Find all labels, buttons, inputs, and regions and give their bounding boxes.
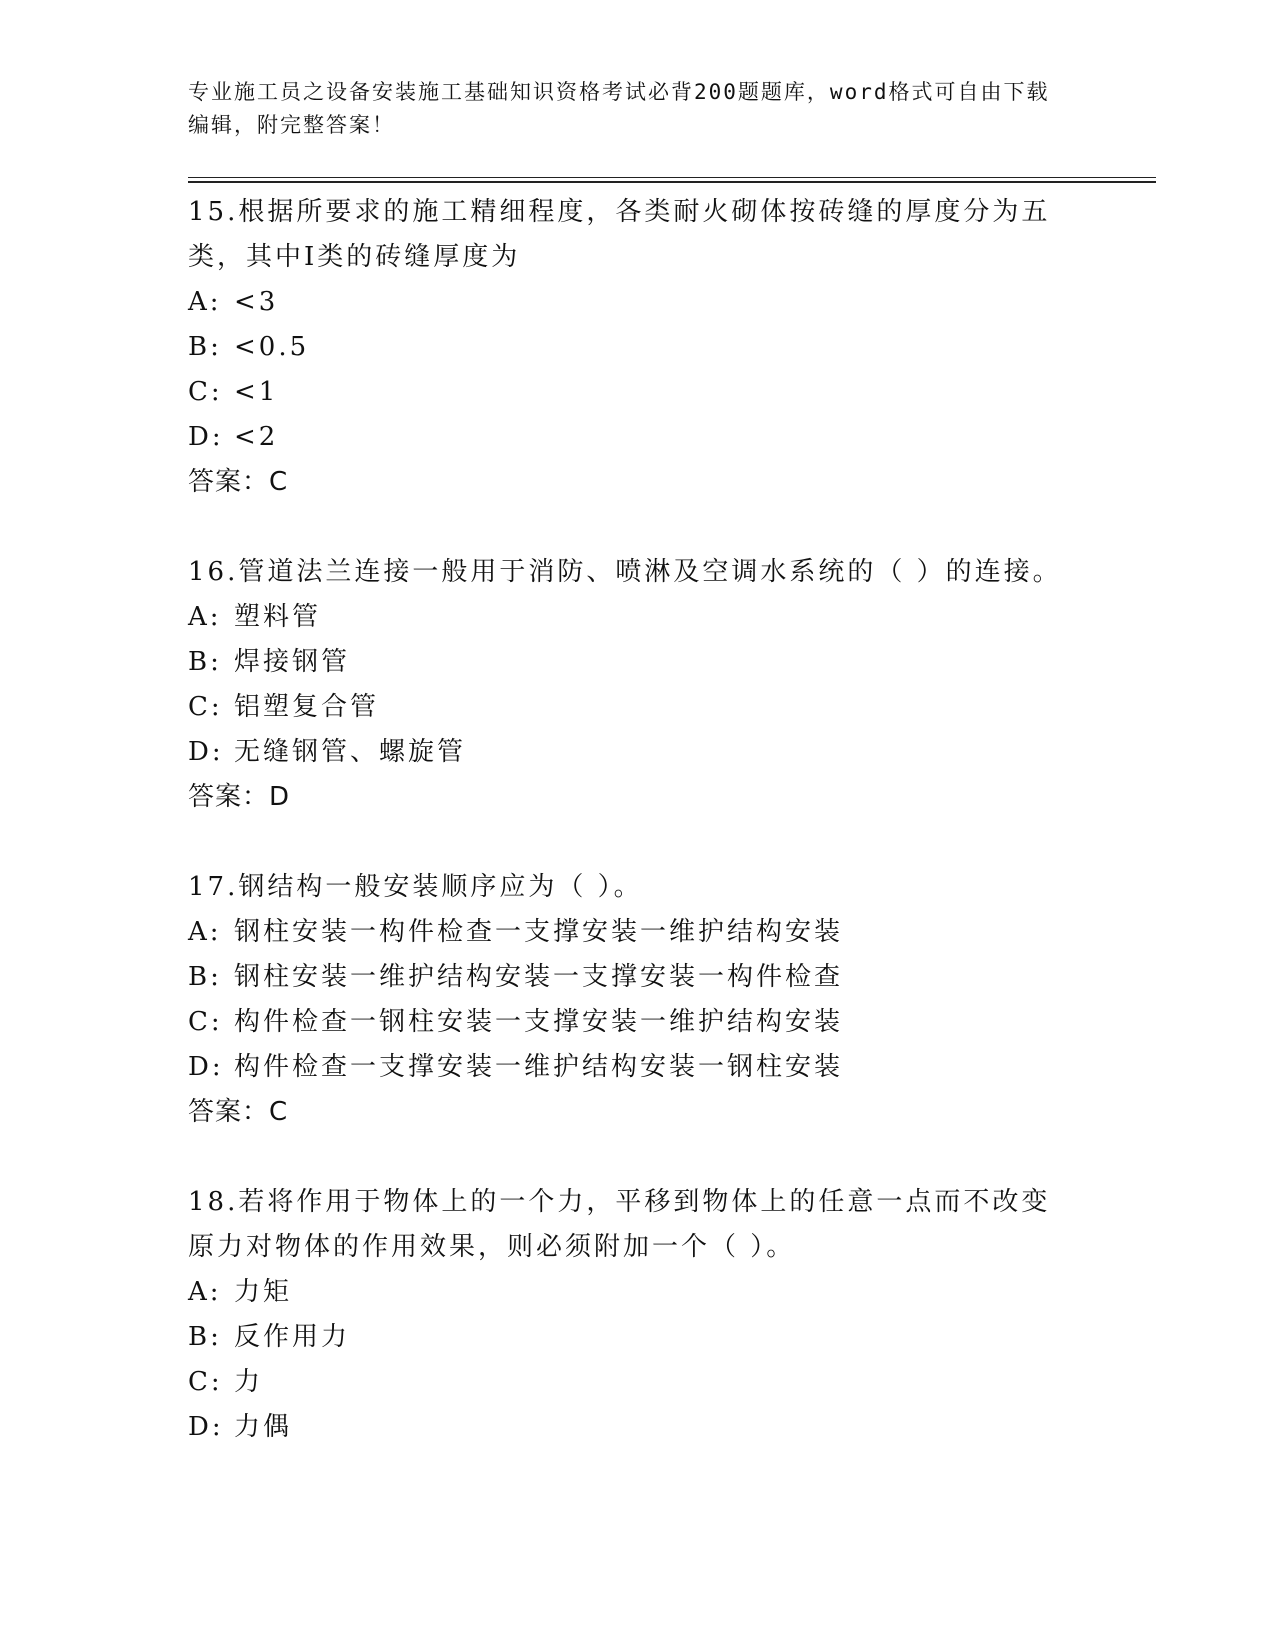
option-letter: A: xyxy=(188,602,222,632)
option-letter: B: xyxy=(188,332,222,362)
option-text: 无缝钢管、螺旋管 xyxy=(234,737,467,767)
option-text: <0.5 xyxy=(234,332,310,362)
question-spacer xyxy=(188,1135,1088,1180)
option-letter: A: xyxy=(188,917,222,947)
option-c xyxy=(188,1360,1088,1405)
header-divider-thin xyxy=(188,177,1156,178)
option-b xyxy=(188,955,1088,1000)
option-a xyxy=(188,910,1088,955)
question-15 xyxy=(188,190,1088,505)
option-text: <2 xyxy=(234,422,279,452)
option-d xyxy=(188,730,1088,775)
option-b xyxy=(188,640,1088,685)
question-spacer xyxy=(188,820,1088,865)
question-stem: 15.根据所要求的施工精细程度，各类耐火砌体按砖缝的厚度分为五类，其中Ⅰ类的砖缝厚度为 xyxy=(188,197,1051,272)
option-letter: C: xyxy=(188,1367,223,1397)
option-letter: C: xyxy=(188,377,223,407)
option-letter: C: xyxy=(188,1007,223,1037)
question-16 xyxy=(188,550,1088,820)
option-letter: A: xyxy=(188,287,222,317)
question-18 xyxy=(188,1180,1088,1450)
option-letter: C: xyxy=(188,692,223,722)
option-letter: D: xyxy=(188,737,224,767)
option-a xyxy=(188,280,1088,325)
option-text: 焊接钢管 xyxy=(234,647,351,677)
option-c xyxy=(188,1000,1088,1045)
option-a xyxy=(188,595,1088,640)
question-spacer xyxy=(188,505,1088,550)
option-text: 铝塑复合管 xyxy=(234,692,380,722)
option-text: 力 xyxy=(234,1367,264,1397)
answer-line: 答案：C xyxy=(188,1097,289,1127)
option-c xyxy=(188,370,1088,415)
question-17 xyxy=(188,865,1088,1135)
header-divider-thick xyxy=(188,181,1156,183)
option-letter: B: xyxy=(188,647,222,677)
option-d xyxy=(188,415,1088,460)
question-stem: 17.钢结构一般安装顺序应为（ ）。 xyxy=(188,872,643,902)
option-text: 钢柱安装一维护结构安装一支撑安装一构件检查 xyxy=(234,962,844,992)
option-c xyxy=(188,685,1088,730)
option-d xyxy=(188,1045,1088,1090)
document-header: 专业施工员之设备安装施工基础知识资格考试必背200题题库，word格式可自由下载编辑，附完整答案！ xyxy=(188,80,1050,137)
option-letter: B: xyxy=(188,962,222,992)
option-text: 反作用力 xyxy=(234,1322,351,1352)
option-text: 塑料管 xyxy=(234,602,322,632)
option-text: <1 xyxy=(234,377,279,407)
option-text: 钢柱安装一构件检查一支撑安装一维护结构安装 xyxy=(234,917,844,947)
option-text: 构件检查一钢柱安装一支撑安装一维护结构安装 xyxy=(234,1007,844,1037)
question-list xyxy=(188,190,1088,1450)
option-text: <3 xyxy=(234,287,279,317)
option-letter: B: xyxy=(188,1322,222,1352)
option-text: 构件检查一支撑安装一维护结构安装一钢柱安装 xyxy=(234,1052,844,1082)
option-text: 力偶 xyxy=(234,1412,293,1442)
option-d xyxy=(188,1405,1088,1450)
question-stem: 16.管道法兰连接一般用于消防、喷淋及空调水系统的（ ）的连接。 xyxy=(188,557,1062,587)
option-b xyxy=(188,1315,1088,1360)
option-letter: D: xyxy=(188,1052,224,1082)
option-letter: A: xyxy=(188,1277,222,1307)
option-text: 力矩 xyxy=(234,1277,293,1307)
option-letter: D: xyxy=(188,422,224,452)
option-letter: D: xyxy=(188,1412,224,1442)
option-b xyxy=(188,325,1088,370)
answer-line: 答案：C xyxy=(188,467,289,497)
question-stem: 18.若将作用于物体上的一个力，平移到物体上的任意一点而不改变原力对物体的作用效果，则必须附加一个（ ）。 xyxy=(188,1187,1051,1262)
answer-line: 答案：D xyxy=(188,782,291,812)
option-a xyxy=(188,1270,1088,1315)
